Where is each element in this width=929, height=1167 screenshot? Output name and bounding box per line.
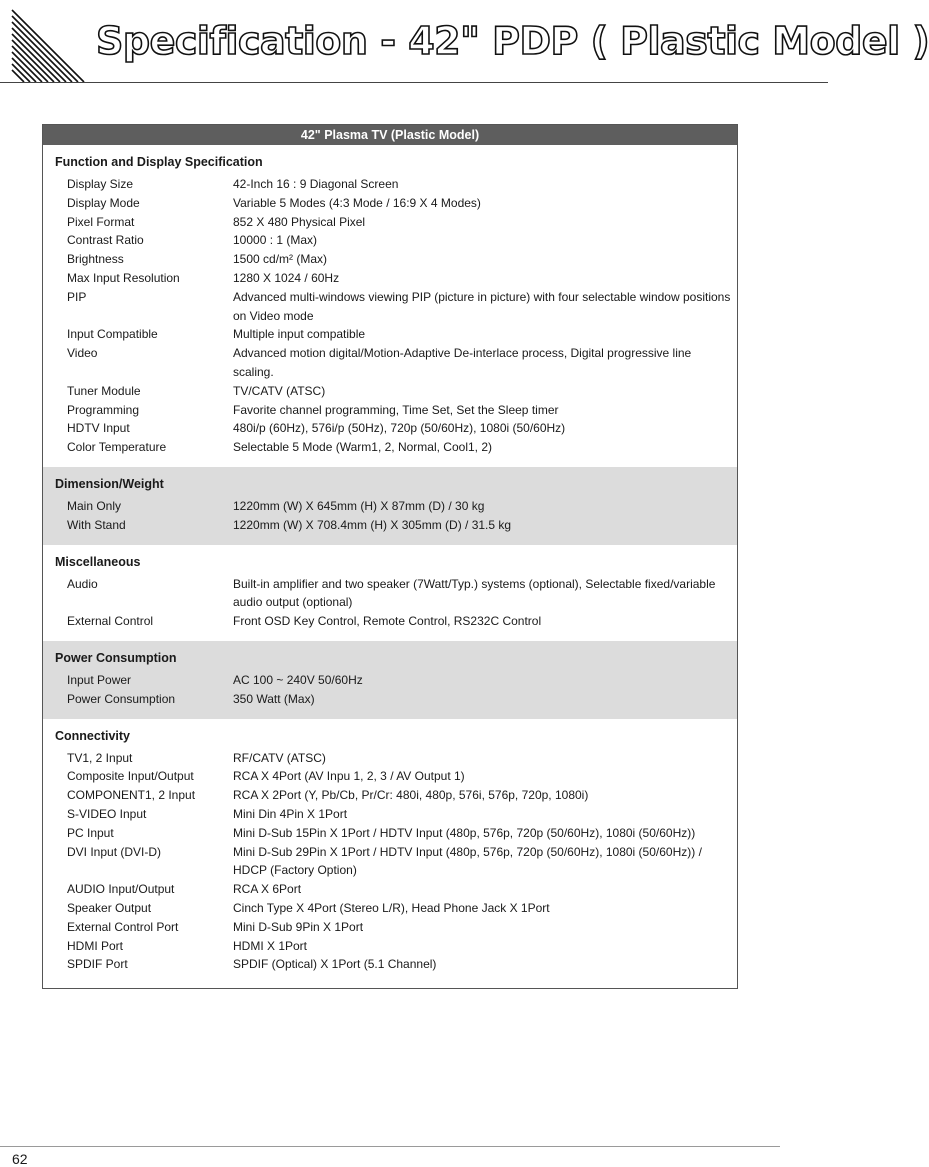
- spec-value: Front OSD Key Control, Remote Control, RS232C Control: [233, 614, 542, 629]
- spec-label: AUDIO Input/Output: [67, 882, 175, 897]
- spec-row: [43, 401, 737, 420]
- spec-row: [43, 438, 737, 457]
- footer-rule: [0, 1146, 780, 1147]
- section-title: Function and Display Specification: [55, 155, 263, 169]
- spec-value: 350 Watt (Max): [233, 691, 315, 706]
- section-title: Dimension/Weight: [55, 476, 164, 491]
- spec-value: TV/CATV (ATSC): [233, 383, 326, 398]
- spec-value: SPDIF (Optical) X 1Port (5.1 Channel): [233, 957, 437, 972]
- spec-section: [43, 719, 737, 989]
- spec-section: [43, 467, 737, 545]
- spec-row: [43, 575, 737, 613]
- spec-label: Brightness: [67, 252, 124, 267]
- spec-label: Main Only: [67, 498, 122, 513]
- spec-table-header: 42" Plasma TV (Plastic Model): [43, 125, 737, 145]
- spec-value: Selectable 5 Mode (Warm1, 2, Normal, Cool1, 2): [233, 440, 492, 455]
- spec-row: [43, 767, 737, 786]
- spec-label: DVI Input (DVI-D): [67, 844, 162, 859]
- spec-row: [43, 918, 737, 937]
- spec-label: Contrast Ratio: [67, 233, 144, 248]
- spec-label: Display Size: [67, 177, 134, 191]
- spec-row: [43, 843, 737, 881]
- section-title: Miscellaneous: [55, 554, 141, 569]
- spec-row: [43, 269, 737, 288]
- spec-value: 852 X 480 Physical Pixel: [233, 214, 366, 229]
- spec-row: [43, 899, 737, 918]
- spec-row: [43, 231, 737, 250]
- spec-section: [43, 145, 737, 467]
- spec-sections: [43, 145, 737, 988]
- spec-value: 1220mm (W) X 708.4mm (H) X 305mm (D) / 31.5 kg: [233, 517, 512, 532]
- spec-value: HDMI X 1Port: [233, 938, 308, 953]
- spec-row: [43, 937, 737, 956]
- page-number: 62: [12, 1151, 28, 1167]
- spec-row: [43, 690, 737, 709]
- spec-label: Pixel Format: [67, 214, 135, 229]
- spec-value: RCA X 2Port (Y, Pb/Cb, Pr/Cr: 480i, 480p, 576i, 576p, 720p, 1080i): [233, 788, 589, 803]
- spec-label: Audio: [67, 576, 98, 591]
- spec-label: HDMI Port: [67, 938, 124, 953]
- spec-value: 42-Inch 16 : 9 Diagonal Screen: [233, 177, 399, 191]
- spec-value: 1500 cd/m² (Max): [233, 252, 328, 267]
- spec-label: COMPONENT1, 2 Input: [67, 788, 196, 803]
- section-title: Power Consumption: [55, 650, 177, 665]
- page-title: Specification - 42" PDP ( Plastic Model ): [96, 19, 929, 63]
- spec-label: HDTV Input: [67, 421, 130, 436]
- spec-label: Max Input Resolution: [67, 270, 180, 285]
- spec-row: [43, 824, 737, 843]
- spec-row: [43, 671, 737, 690]
- spec-row: [43, 325, 737, 344]
- spec-row: [43, 250, 737, 269]
- spec-label: Speaker Output: [67, 900, 152, 915]
- spec-row: [43, 497, 737, 516]
- spec-label: With Stand: [67, 517, 126, 532]
- diagonal-stripes-decoration: [10, 6, 92, 82]
- spec-value: 480i/p (60Hz), 576i/p (50Hz), 720p (50/60Hz), 1080i (50/60Hz): [233, 421, 566, 436]
- spec-section: [43, 545, 737, 641]
- spec-row: [43, 288, 737, 326]
- spec-label: S-VIDEO Input: [67, 806, 147, 821]
- spec-value: 1280 X 1024 / 60Hz: [233, 270, 340, 285]
- spec-row: [43, 955, 737, 974]
- spec-value: Mini D-Sub 9Pin X 1Port: [233, 919, 364, 934]
- spec-label: Display Mode: [67, 195, 140, 210]
- spec-value: Mini Din 4Pin X 1Port: [233, 806, 348, 821]
- spec-table: [42, 124, 738, 989]
- spec-label: SPDIF Port: [67, 957, 128, 972]
- title-underline: [0, 82, 828, 83]
- spec-row: [43, 516, 737, 535]
- spec-row: [43, 382, 737, 401]
- spec-label: Input Power: [67, 672, 132, 687]
- spec-value: Variable 5 Modes (4:3 Mode / 16:9 X 4 Modes): [233, 195, 481, 210]
- spec-value: Advanced motion digital/Motion-Adaptive De-interlace process, Digital progressive line scaling.: [233, 346, 692, 379]
- spec-label: Color Temperature: [67, 440, 167, 455]
- spec-value: Advanced multi-windows viewing PIP (picture in picture) with four selectable window positions on Video mode: [233, 289, 731, 323]
- spec-row: [43, 612, 737, 631]
- spec-value: Mini D-Sub 15Pin X 1Port / HDTV Input (480p, 576p, 720p (50/60Hz), 1080i (50/60Hz)): [233, 825, 696, 840]
- spec-value: Mini D-Sub 29Pin X 1Port / HDTV Input (480p, 576p, 720p (50/60Hz), 1080i (50/60Hz)) / HDCP (Factory Option): [233, 844, 702, 878]
- spec-value: Cinch Type X 4Port (Stereo L/R), Head Phone Jack X 1Port: [233, 900, 550, 915]
- spec-label: Composite Input/Output: [67, 769, 194, 784]
- spec-row: [43, 213, 737, 232]
- spec-value: AC 100 ~ 240V 50/60Hz: [233, 672, 363, 687]
- spec-label: PC Input: [67, 825, 114, 840]
- spec-label: Programming: [67, 402, 140, 417]
- spec-section: [43, 641, 737, 719]
- spec-label: TV1, 2 Input: [67, 750, 133, 765]
- spec-label: Tuner Module: [67, 383, 141, 398]
- spec-value: 10000 : 1 (Max): [233, 233, 318, 248]
- spec-row: [43, 344, 737, 382]
- spec-label: Video: [67, 346, 98, 361]
- spec-value: Multiple input compatible: [233, 327, 366, 342]
- spec-value: RCA X 6Port: [233, 882, 302, 897]
- spec-label: External Control: [67, 614, 154, 629]
- spec-row: [43, 194, 737, 213]
- spec-label: PIP: [67, 289, 87, 304]
- section-title: Connectivity: [55, 728, 131, 743]
- spec-row: [43, 786, 737, 805]
- spec-row: [43, 880, 737, 899]
- spec-label: External Control Port: [67, 919, 179, 934]
- spec-label: Input Compatible: [67, 327, 158, 342]
- spec-row: [43, 175, 737, 194]
- spec-value: Favorite channel programming, Time Set, Set the Sleep timer: [233, 402, 559, 417]
- spec-row: [43, 419, 737, 438]
- spec-value: 1220mm (W) X 645mm (H) X 87mm (D) / 30 kg: [233, 498, 485, 513]
- spec-row: [43, 749, 737, 768]
- spec-value: RF/CATV (ATSC): [233, 750, 326, 765]
- spec-row: [43, 805, 737, 824]
- spec-value: Built-in amplifier and two speaker (7Watt/Typ.) systems (optional), Selectable fixed/variable audio output (optional): [233, 576, 716, 610]
- spec-label: Power Consumption: [67, 691, 176, 706]
- spec-value: RCA X 4Port (AV Inpu 1, 2, 3 / AV Output 1): [233, 769, 465, 784]
